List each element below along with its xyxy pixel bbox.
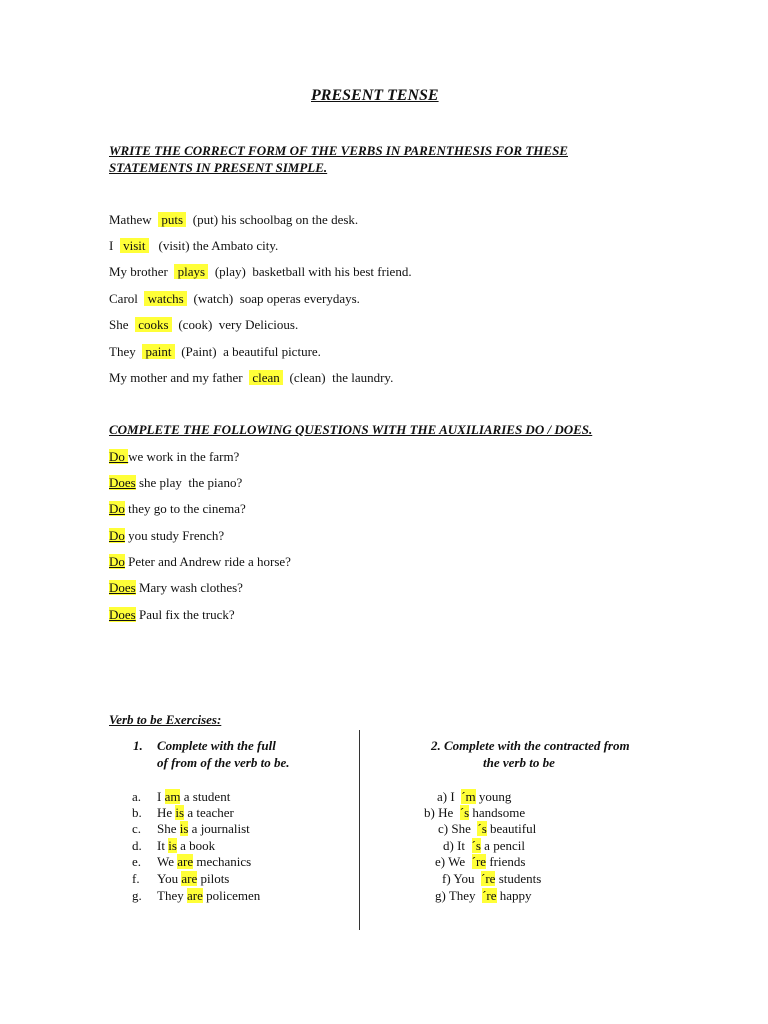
column-divider — [359, 730, 360, 930]
question-rest: Peter and Andrew ride a horse? — [124, 554, 291, 569]
item-rest: young — [475, 789, 512, 804]
item-rest: friends — [486, 854, 526, 869]
question-rest: Paul fix the truck? — [135, 607, 235, 622]
verb-sentence — [109, 344, 321, 360]
answer-highlight: Does — [109, 607, 136, 622]
list-letter: c. — [132, 821, 142, 836]
item-rest: a pencil — [480, 838, 525, 853]
answer-highlight: visit — [119, 238, 149, 253]
answer-highlight: ´s — [459, 805, 470, 820]
verb-sentence — [109, 370, 393, 386]
verb-sentence — [109, 291, 360, 307]
answer-highlight: Do — [109, 449, 129, 464]
section1-heading-line1: WRITE THE CORRECT FORM OF THE VERBS IN PARENTHESIS FOR THESE — [109, 143, 568, 158]
question-rest: you study French? — [124, 528, 225, 543]
question-rest: they go to the cinema? — [124, 501, 246, 516]
left-exercise-number: 1. — [133, 738, 143, 753]
sentence-rest: (play) basketball with his best friend. — [208, 264, 412, 279]
item-subject: He — [157, 805, 176, 820]
left-exercise-heading-line1: Complete with the full — [157, 738, 276, 753]
question-line — [109, 607, 235, 623]
answer-highlight: ´re — [481, 871, 496, 886]
verb-sentence — [109, 238, 278, 254]
item-rest: beautiful — [486, 821, 537, 836]
question-line — [109, 475, 242, 491]
item-subject: We — [157, 854, 178, 869]
answer-highlight: is — [179, 821, 189, 836]
item-rest: a journalist — [188, 821, 250, 836]
verb-sentence — [109, 212, 358, 228]
item-rest: policemen — [202, 888, 261, 903]
answer-highlight: is — [175, 805, 185, 820]
right-exercise-heading-line1: 2. Complete with the contracted from — [431, 738, 630, 753]
item-rest: a student — [180, 789, 231, 804]
question-rest: she play the piano? — [135, 475, 243, 490]
verb-sentence — [109, 264, 412, 280]
sentence-subject: Mathew — [109, 212, 159, 227]
full-form-item — [157, 871, 229, 887]
contracted-form-item — [437, 789, 511, 805]
sentence-subject: She — [109, 317, 135, 332]
list-letter: g. — [132, 888, 142, 903]
answer-highlight: ´re — [471, 854, 487, 869]
answer-highlight: ´m — [461, 789, 476, 804]
answer-highlight: Does — [109, 475, 136, 490]
verb-sentence — [109, 317, 298, 333]
answer-highlight: paint — [142, 344, 175, 359]
item-subject: They — [157, 888, 187, 903]
answer-highlight: Do — [109, 528, 125, 543]
section3-heading: Verb to be Exercises: — [109, 712, 222, 727]
full-form-item — [157, 854, 251, 870]
answer-highlight: are — [177, 854, 194, 869]
sentence-subject: I — [109, 238, 120, 253]
question-rest: we work in the farm? — [128, 449, 240, 464]
full-form-item — [157, 805, 234, 821]
list-letter: b. — [132, 805, 142, 820]
item-rest: pilots — [197, 871, 230, 886]
question-line — [109, 528, 224, 544]
item-rest: a book — [176, 838, 216, 853]
answer-highlight: are — [186, 888, 203, 903]
left-exercise-heading-line2: of from of the verb to be. — [157, 755, 290, 770]
full-form-item — [157, 789, 230, 805]
answer-highlight: are — [181, 871, 198, 886]
item-subject: d) It — [443, 838, 472, 853]
section2-heading: COMPLETE THE FOLLOWING QUESTIONS WITH THE AUXILIARIES DO / DOES. — [109, 422, 593, 437]
answer-highlight: plays — [174, 264, 209, 279]
item-rest: happy — [496, 888, 532, 903]
answer-highlight: puts — [158, 212, 187, 227]
sentence-rest: (watch) soap operas everydays. — [187, 291, 360, 306]
question-line — [109, 501, 246, 517]
question-line — [109, 554, 291, 570]
answer-highlight: ´s — [477, 821, 487, 836]
page-title: PRESENT TENSE — [311, 87, 439, 104]
full-form-item — [157, 888, 260, 904]
contracted-form-item — [438, 821, 536, 837]
answer-highlight: Do — [109, 501, 125, 516]
list-letter: a. — [132, 789, 142, 804]
sentence-rest: (Paint) a beautiful picture. — [174, 344, 321, 359]
question-rest: Mary wash clothes? — [135, 580, 243, 595]
item-subject: a) I — [437, 789, 462, 804]
item-subject: g) They — [435, 888, 483, 903]
question-line — [109, 449, 239, 465]
item-subject: c) She — [438, 821, 478, 836]
contracted-form-item — [435, 888, 532, 904]
item-rest: handsome — [469, 805, 526, 820]
answer-highlight: clean — [249, 370, 283, 385]
answer-highlight: is — [168, 838, 177, 853]
full-form-item — [157, 821, 250, 837]
item-rest: mechanics — [193, 854, 252, 869]
sentence-subject: My mother and my father — [109, 370, 250, 385]
item-rest: a teacher — [184, 805, 234, 820]
sentence-rest: (cook) very Delicious. — [171, 317, 299, 332]
answer-highlight: ´re — [482, 888, 497, 903]
answer-highlight: ´s — [471, 838, 481, 853]
sentence-rest: (clean) the laundry. — [283, 370, 394, 385]
list-letter: d. — [132, 838, 142, 853]
answer-highlight: watchs — [144, 291, 187, 306]
list-letter: f. — [132, 871, 140, 886]
full-form-item — [157, 838, 215, 854]
contracted-form-item — [442, 871, 541, 887]
answer-highlight: cooks — [135, 317, 172, 332]
right-exercise-heading-line2: the verb to be — [483, 755, 555, 770]
answer-highlight: Do — [109, 554, 125, 569]
sentence-rest: (put) his schoolbag on the desk. — [186, 212, 359, 227]
question-line — [109, 580, 243, 596]
sentence-subject: My brother — [109, 264, 175, 279]
answer-highlight: am — [164, 789, 181, 804]
section1-heading-line2: STATEMENTS IN PRESENT SIMPLE. — [109, 160, 328, 175]
contracted-form-item — [424, 805, 525, 821]
item-subject: b) He — [424, 805, 460, 820]
item-subject: She — [157, 821, 180, 836]
item-subject: f) You — [442, 871, 482, 886]
item-subject: I — [157, 789, 165, 804]
contracted-form-item — [435, 854, 525, 870]
sentence-rest: (visit) the Ambato city. — [148, 238, 279, 253]
item-subject: It — [157, 838, 169, 853]
item-subject: e) We — [435, 854, 472, 869]
sentence-subject: Carol — [109, 291, 145, 306]
contracted-form-item — [443, 838, 525, 854]
answer-highlight: Does — [109, 580, 136, 595]
item-subject: You — [157, 871, 182, 886]
list-letter: e. — [132, 854, 142, 869]
item-rest: students — [495, 871, 542, 886]
sentence-subject: They — [109, 344, 143, 359]
